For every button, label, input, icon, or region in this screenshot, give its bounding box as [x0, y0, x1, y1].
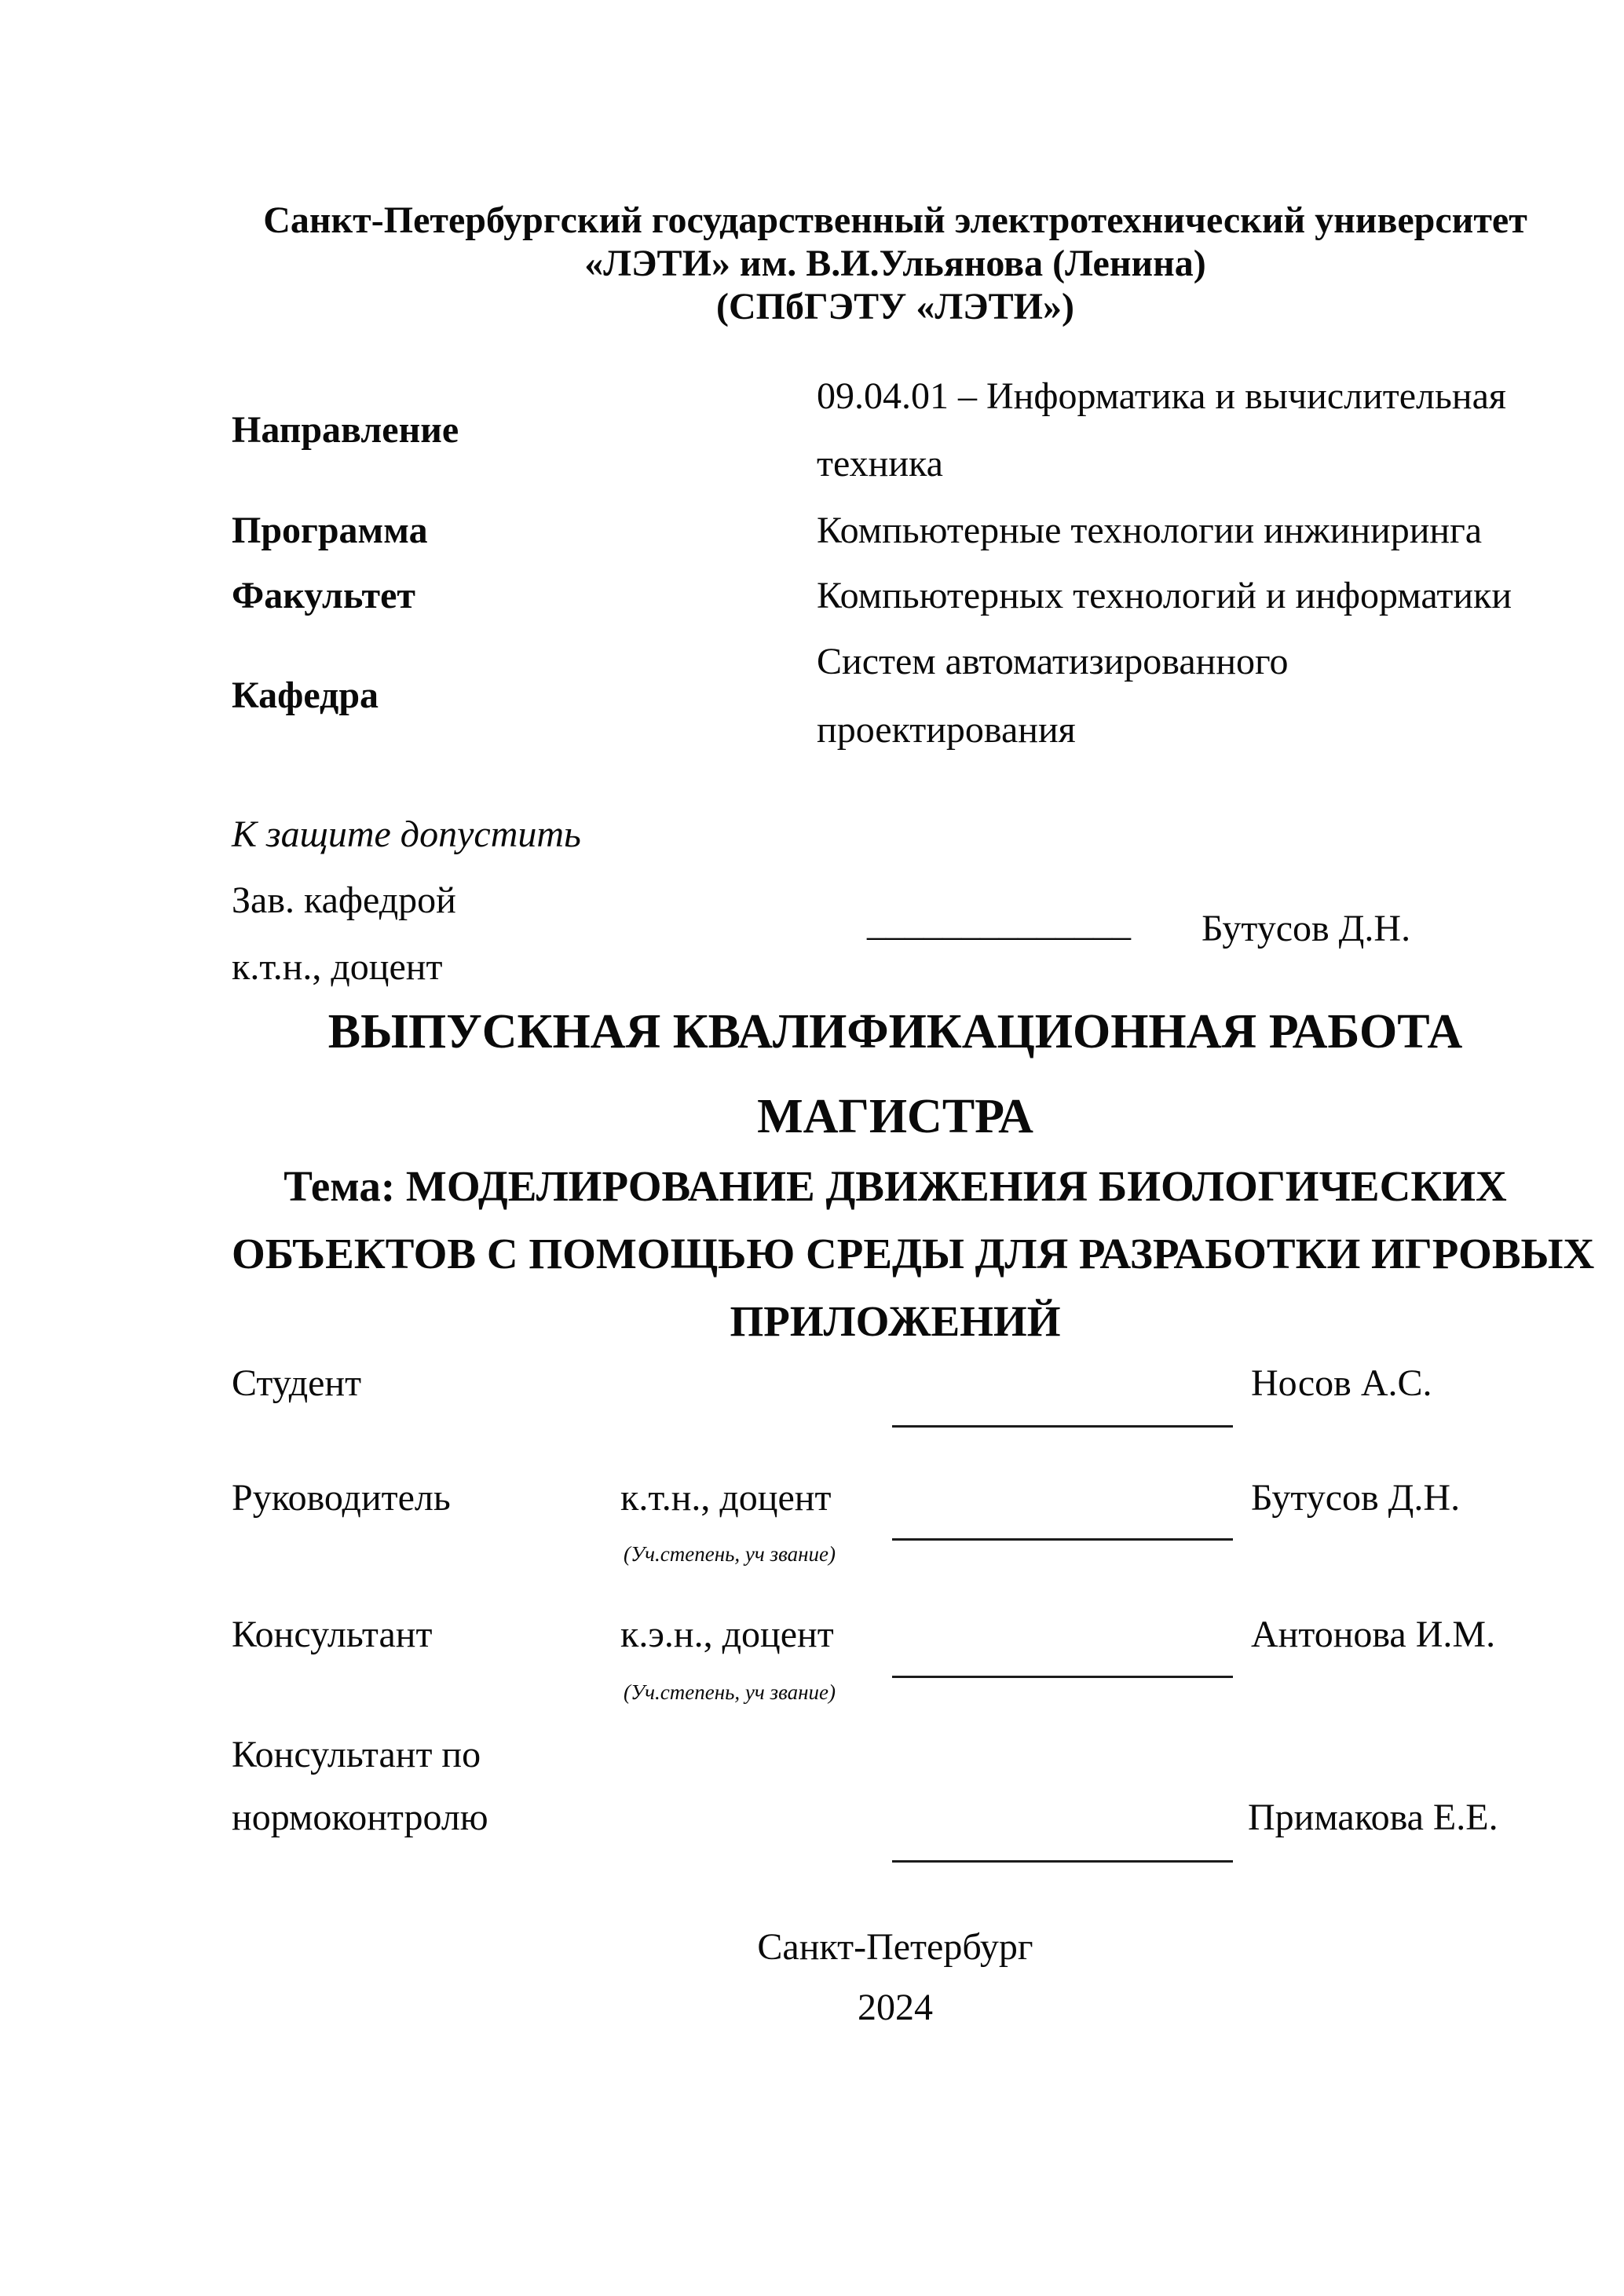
norm-control-role-line1: Консультант по	[232, 1734, 481, 1775]
work-theme	[232, 1153, 1595, 1355]
supervisor-degree: к.т.н., доцент	[620, 1477, 832, 1519]
direction-value-line2: техника	[817, 443, 943, 484]
norm-control-signature-line	[892, 1860, 1233, 1863]
work-theme-line1: Тема: МОДЕЛИРОВАНИЕ ДВИЖЕНИЯ БИОЛОГИЧЕСКИХ	[283, 1162, 1507, 1210]
consultant-degree-hint: (Уч.степень, уч звание)	[624, 1680, 836, 1704]
student-role-label: Студент	[232, 1362, 362, 1404]
university-name-line2: «ЛЭТИ» им. В.И.Ульянова (Ленина)	[584, 243, 1206, 284]
program-label: Программа	[232, 510, 428, 551]
department-head-position-line2: к.т.н., доцент	[232, 946, 443, 988]
consultant-signature-line	[892, 1676, 1233, 1678]
faculty-label: Факультет	[232, 575, 415, 616]
consultant-name: Антонова И.М.	[1251, 1614, 1496, 1655]
direction-value-line1: 09.04.01 – Информатика и вычислительная	[817, 375, 1506, 417]
university-abbreviation: (СПбГЭТУ «ЛЭТИ»)	[716, 286, 1074, 327]
program-value: Компьютерные технологии инжиниринга	[817, 510, 1483, 551]
supervisor-signature-line	[892, 1538, 1233, 1541]
supervisor-role-label: Руководитель	[232, 1477, 451, 1519]
supervisor-degree-hint: (Уч.степень, уч звание)	[624, 1542, 836, 1566]
university-name-line1: Санкт-Петербургский государственный электротехнический университет	[263, 199, 1527, 241]
department-value-line1: Систем автоматизированного	[817, 641, 1289, 682]
permit-to-defense-note: К защите допустить	[232, 813, 581, 855]
student-signature-line	[892, 1425, 1233, 1428]
work-title-line1: ВЫПУСКНАЯ КВАЛИФИКАЦИОННАЯ РАБОТА	[327, 1005, 1463, 1058]
student-name: Носов А.С.	[1251, 1362, 1432, 1404]
university-header	[232, 199, 1559, 328]
work-title	[232, 989, 1559, 1159]
work-title-line2: МАГИСТРА	[757, 1090, 1033, 1143]
department-head-signature-placeholder: ______________	[867, 902, 1131, 944]
work-theme-line3: ПРИЛОЖЕНИЙ	[730, 1297, 1061, 1345]
department-head-name: Бутусов Д.Н.	[1202, 908, 1411, 949]
footer-city: Санкт-Петербург	[757, 1926, 1033, 1968]
footer-year: 2024	[858, 1987, 933, 2028]
consultant-degree: к.э.н., доцент	[620, 1614, 834, 1655]
direction-label: Направление	[232, 409, 459, 451]
department-head-position-line1: Зав. кафедрой	[232, 879, 456, 921]
consultant-role-label: Консультант	[232, 1614, 433, 1655]
faculty-value: Компьютерных технологий и информатики	[817, 575, 1512, 616]
work-theme-line2: ОБЪЕКТОВ С ПОМОЩЬЮ СРЕДЫ ДЛЯ РАЗРАБОТКИ ИГРОВЫХ	[232, 1230, 1595, 1278]
norm-control-role-line2: нормоконтролю	[232, 1797, 488, 1838]
supervisor-name: Бутусов Д.Н.	[1251, 1477, 1461, 1519]
department-label: Кафедра	[232, 675, 379, 716]
norm-control-name: Примакова Е.Е.	[1248, 1797, 1498, 1838]
department-value-line2: проектирования	[817, 709, 1076, 751]
